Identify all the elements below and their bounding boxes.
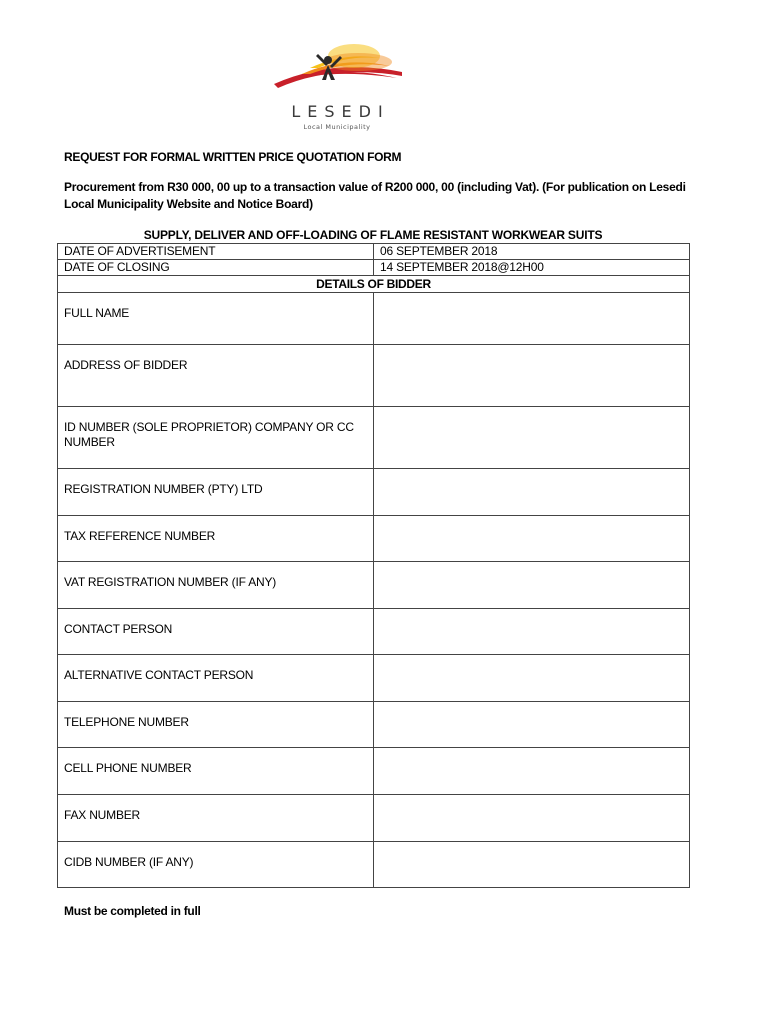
date-label: DATE OF ADVERTISEMENT bbox=[58, 244, 374, 260]
logo-subtitle: Local Municipality bbox=[303, 123, 371, 131]
field-row-alt-contact bbox=[58, 655, 690, 702]
field-label: FULL NAME bbox=[58, 293, 374, 345]
field-label: ALTERNATIVE CONTACT PERSON bbox=[58, 655, 374, 702]
bidder-heading-row bbox=[58, 276, 690, 293]
field-label: ADDRESS OF BIDDER bbox=[58, 345, 374, 407]
full-name-input[interactable] bbox=[374, 293, 690, 345]
tax-reference-input[interactable] bbox=[374, 516, 690, 562]
field-label: TAX REFERENCE NUMBER bbox=[58, 516, 374, 562]
field-row-cidb bbox=[58, 842, 690, 888]
alt-contact-input[interactable] bbox=[374, 655, 690, 702]
completion-note: Must be completed in full bbox=[64, 904, 201, 918]
cidb-number-input[interactable] bbox=[374, 842, 690, 888]
field-label: TELEPHONE NUMBER bbox=[58, 702, 374, 748]
cell-phone-input[interactable] bbox=[374, 748, 690, 795]
date-row-advertisement bbox=[58, 244, 690, 260]
lesedi-logo bbox=[262, 38, 412, 140]
form-title: REQUEST FOR FORMAL WRITTEN PRICE QUOTATION FORM bbox=[64, 150, 402, 164]
procurement-statement: Procurement from R30 000, 00 up to a transaction value of R200 000, 00 (including Vat). (For publication on Lesedi Local Municipality Website and Notice Board) bbox=[64, 180, 686, 211]
bidder-details-table bbox=[57, 243, 690, 888]
registration-number-input[interactable] bbox=[374, 469, 690, 516]
field-label: REGISTRATION NUMBER (PTY) LTD bbox=[58, 469, 374, 516]
field-row-contact-person bbox=[58, 609, 690, 655]
field-row-cell-phone bbox=[58, 748, 690, 795]
date-value: 06 SEPTEMBER 2018 bbox=[374, 244, 690, 260]
logo-wordmark: LESEDI bbox=[291, 102, 390, 121]
field-row-telephone bbox=[58, 702, 690, 748]
field-row-vat bbox=[58, 562, 690, 609]
field-label: CIDB NUMBER (IF ANY) bbox=[58, 842, 374, 888]
date-value: 14 SEPTEMBER 2018@12H00 bbox=[374, 260, 690, 276]
telephone-input[interactable] bbox=[374, 702, 690, 748]
date-label: DATE OF CLOSING bbox=[58, 260, 374, 276]
field-row-tax-reference bbox=[58, 516, 690, 562]
bidder-heading: DETAILS OF BIDDER bbox=[58, 276, 690, 293]
lesedi-sun-emblem-icon bbox=[262, 38, 412, 102]
field-label: VAT REGISTRATION NUMBER (IF ANY) bbox=[58, 562, 374, 609]
id-number-input[interactable] bbox=[374, 407, 690, 469]
fax-input[interactable] bbox=[374, 795, 690, 842]
vat-number-input[interactable] bbox=[374, 562, 690, 609]
field-label: CONTACT PERSON bbox=[58, 609, 374, 655]
field-label: CELL PHONE NUMBER bbox=[58, 748, 374, 795]
field-label: ID NUMBER (SOLE PROPRIETOR) COMPANY OR CC NUMBER bbox=[58, 407, 374, 469]
field-row-registration bbox=[58, 469, 690, 516]
tender-title: SUPPLY, DELIVER AND OFF-LOADING OF FLAME RESISTANT WORKWEAR SUITS bbox=[143, 228, 603, 242]
field-row-fax bbox=[58, 795, 690, 842]
date-row-closing bbox=[58, 260, 690, 276]
field-label: FAX NUMBER bbox=[58, 795, 374, 842]
contact-person-input[interactable] bbox=[374, 609, 690, 655]
field-row-full-name bbox=[58, 293, 690, 345]
field-row-id-number bbox=[58, 407, 690, 469]
field-row-address bbox=[58, 345, 690, 407]
address-input[interactable] bbox=[374, 345, 690, 407]
